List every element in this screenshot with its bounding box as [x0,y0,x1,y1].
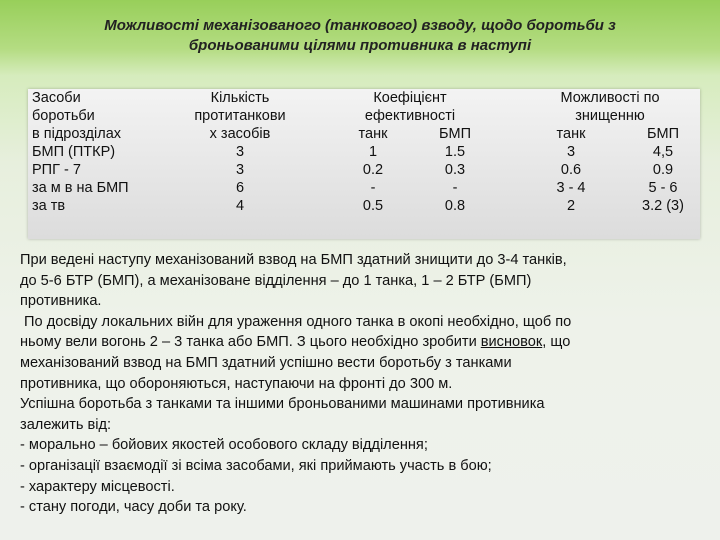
slide-title [0,16,720,56]
column-destruction-capability [520,89,700,215]
body-text [20,250,710,518]
text-line: механізований взвод на БМП здатний успішно вести боротьбу з танками [20,354,512,371]
header-cell: Коефіцієнт [373,90,447,106]
header-cell: ефективності [364,108,456,124]
list-item: - морально – бойових якостей особового складу відділення; [20,437,428,454]
cell: БМП (ПТКР) [32,144,116,160]
cell: 3 - 4 [556,180,586,196]
cell: танк [358,126,388,142]
text-line: противника, що обороняються, наступаючи на фронті до 300 м. [20,375,453,392]
cell: танк [556,126,586,142]
cell: 0.5 [362,198,384,214]
cell: 5 - 6 [648,180,678,196]
list-item: - характеру місцевості. [20,478,175,495]
cell: боротьби [32,108,95,124]
text-line: При ведені наступу механізований взвод на БМП здатний знищити до 3-4 танків, [20,252,567,268]
cell: 0.3 [444,162,466,178]
text-line [20,332,710,353]
header-cell: Можливості по [560,90,660,106]
cell: Засоби [32,90,81,106]
cell: 6 [235,180,245,196]
text-line: противника. [20,293,102,310]
title-line-1: Можливості механізованого (танкового) взводу, щодо боротьби з [104,17,616,34]
cell: за м в на БМП [32,180,129,196]
table-row [520,143,700,161]
text-line: до 5-6 БТР (БМП), а механізоване відділення – до 1 танка, 1 – 2 БТР (БМП) [20,272,532,289]
table-row [310,161,510,179]
cell: х засобів [209,126,271,142]
list-item: - організації взаємодії зі всіма засобами, які приймають участь в бою; [20,457,492,474]
cell: 4 [235,198,245,214]
cell: 2 [566,198,576,214]
cell: 1.5 [444,144,466,160]
table-row [520,197,700,215]
text-line: По досвіду локальних війн для ураження одного танка в окопі необхідно, щоб по [20,313,572,330]
cell: БМП [646,126,680,142]
underlined-word: висновок [480,334,543,351]
cell: 0.6 [560,162,582,178]
cell: 0.9 [652,162,674,178]
cell: 3 [566,144,576,160]
table-row [520,161,700,179]
cell: - [370,180,376,196]
table-row [310,197,510,215]
text-span: ньому вели вогонь 2 – 3 танка або БМП. З цього необхідно зробити [20,334,481,351]
table-row [310,143,510,161]
cell: Кількість [210,90,270,106]
subheader-row [310,125,510,143]
title-line-2: броньованими цілями противника в наступі [188,37,532,54]
cell: за тв [32,198,66,214]
cell: 0.8 [444,198,466,214]
text-line: Успішна боротьба з танками та іншими броньованими машинами противника [20,396,545,413]
text-span: , що [542,334,571,351]
cell: 3 [235,162,245,178]
cell: протитанкови [194,108,286,124]
header-cell: знищенню [575,108,645,124]
cell: 1 [368,144,378,160]
table-row [520,179,700,197]
table-row [310,179,510,197]
cell: 3 [235,144,245,160]
cell: 0.2 [362,162,384,178]
column-efficiency [310,89,510,215]
subheader-row [520,125,700,143]
list-item: - стану погоди, часу доби та року. [20,499,247,516]
cell: - [452,180,458,196]
cell: БМП [438,126,472,142]
column-quantity [172,89,308,215]
cell: 3.2 (3) [642,198,684,214]
cell: в підрозділах [32,126,122,142]
capabilities-table [28,89,700,239]
column-means [32,89,129,215]
cell: 4,5 [652,144,674,160]
cell: РПГ - 7 [32,162,81,178]
text-line: залежить від: [20,416,112,433]
